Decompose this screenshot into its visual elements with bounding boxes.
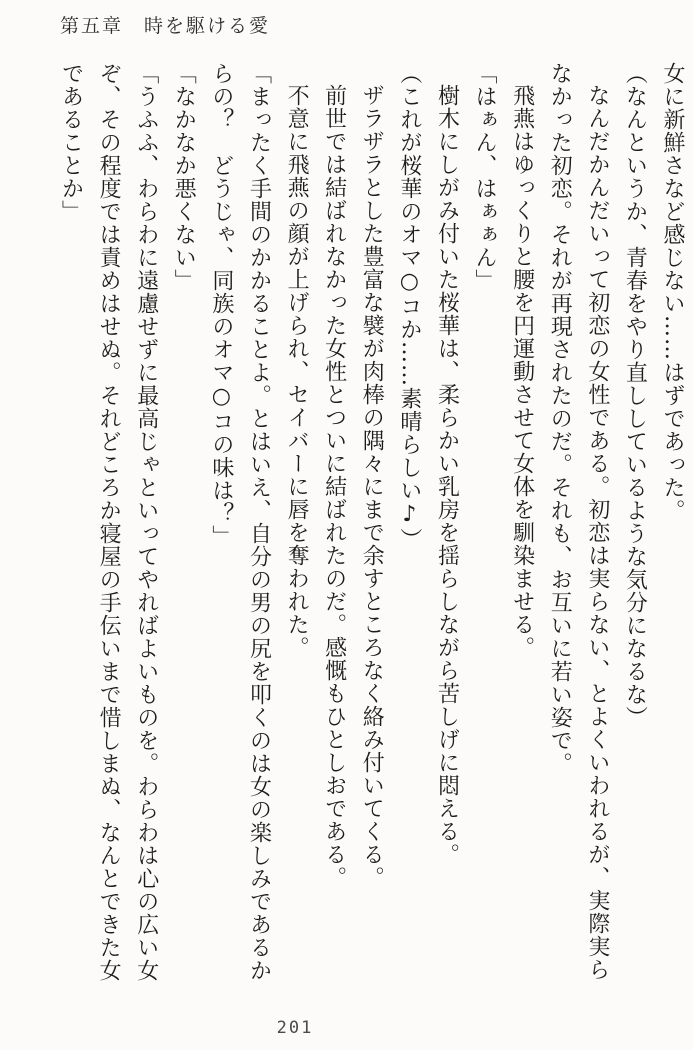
paragraph: （なんというか、青春をやり直ししているような気分になるな） bbox=[622, 62, 648, 729]
paragraph: 前世では結ばれなかった女性とついに結ばれたのだ。感慨もひとしおである。 bbox=[321, 84, 347, 889]
paragraph: 「なかなか悪くない」 bbox=[171, 62, 197, 292]
paragraph: 「うふふ、わらわに遠慮せずに最高じゃといってやればよいものを。わらわは心の広い女ぞ、その程度では責めはせぬ。それどころか寝屋の手伝いまで惜しまぬ、なんとできた女であることか」 bbox=[58, 62, 159, 982]
page-text-body bbox=[51, 62, 691, 984]
paragraph: （これが桜華のオマ○コか……素晴らしい♪） bbox=[396, 62, 422, 551]
paragraph: 樹木にしがみ付いた桜華は、柔らかい乳房を揺らしながら苦しげに悶える。 bbox=[434, 84, 460, 866]
paragraph: 女に新鮮さなど感じない……はずであった。 bbox=[660, 62, 685, 522]
paragraph: 不意に飛燕の顔が上げられ、セイバーに唇を奪われた。 bbox=[284, 84, 310, 659]
chapter-header: 第五章 時を駆ける愛 bbox=[60, 15, 271, 37]
paragraph: 「はぁん、はぁぁん」 bbox=[472, 62, 498, 292]
paragraph: ザラザラとした豊富な襞が肉棒の隅々にまで余すところなく絡み付いてくる。 bbox=[359, 84, 385, 889]
paragraph: 「まったく手間のかかることよ。とはいえ、自分の男の尻を叩くのは女の楽しみであるからの？ どうじゃ、同族のオマ○コの味は？」 bbox=[208, 62, 272, 982]
paragraph: 飛燕はゆっくりと腰を円運動させて女体を馴染ませる。 bbox=[509, 84, 535, 659]
page-number: 201 bbox=[276, 1018, 314, 1038]
paragraph: なんだかんだいって初恋の女性である。初恋は実らない、とよくいわれるが、実際実らなかった初恋。それが再現されたのだ。それも、お互いに若い姿で。 bbox=[547, 62, 610, 981]
